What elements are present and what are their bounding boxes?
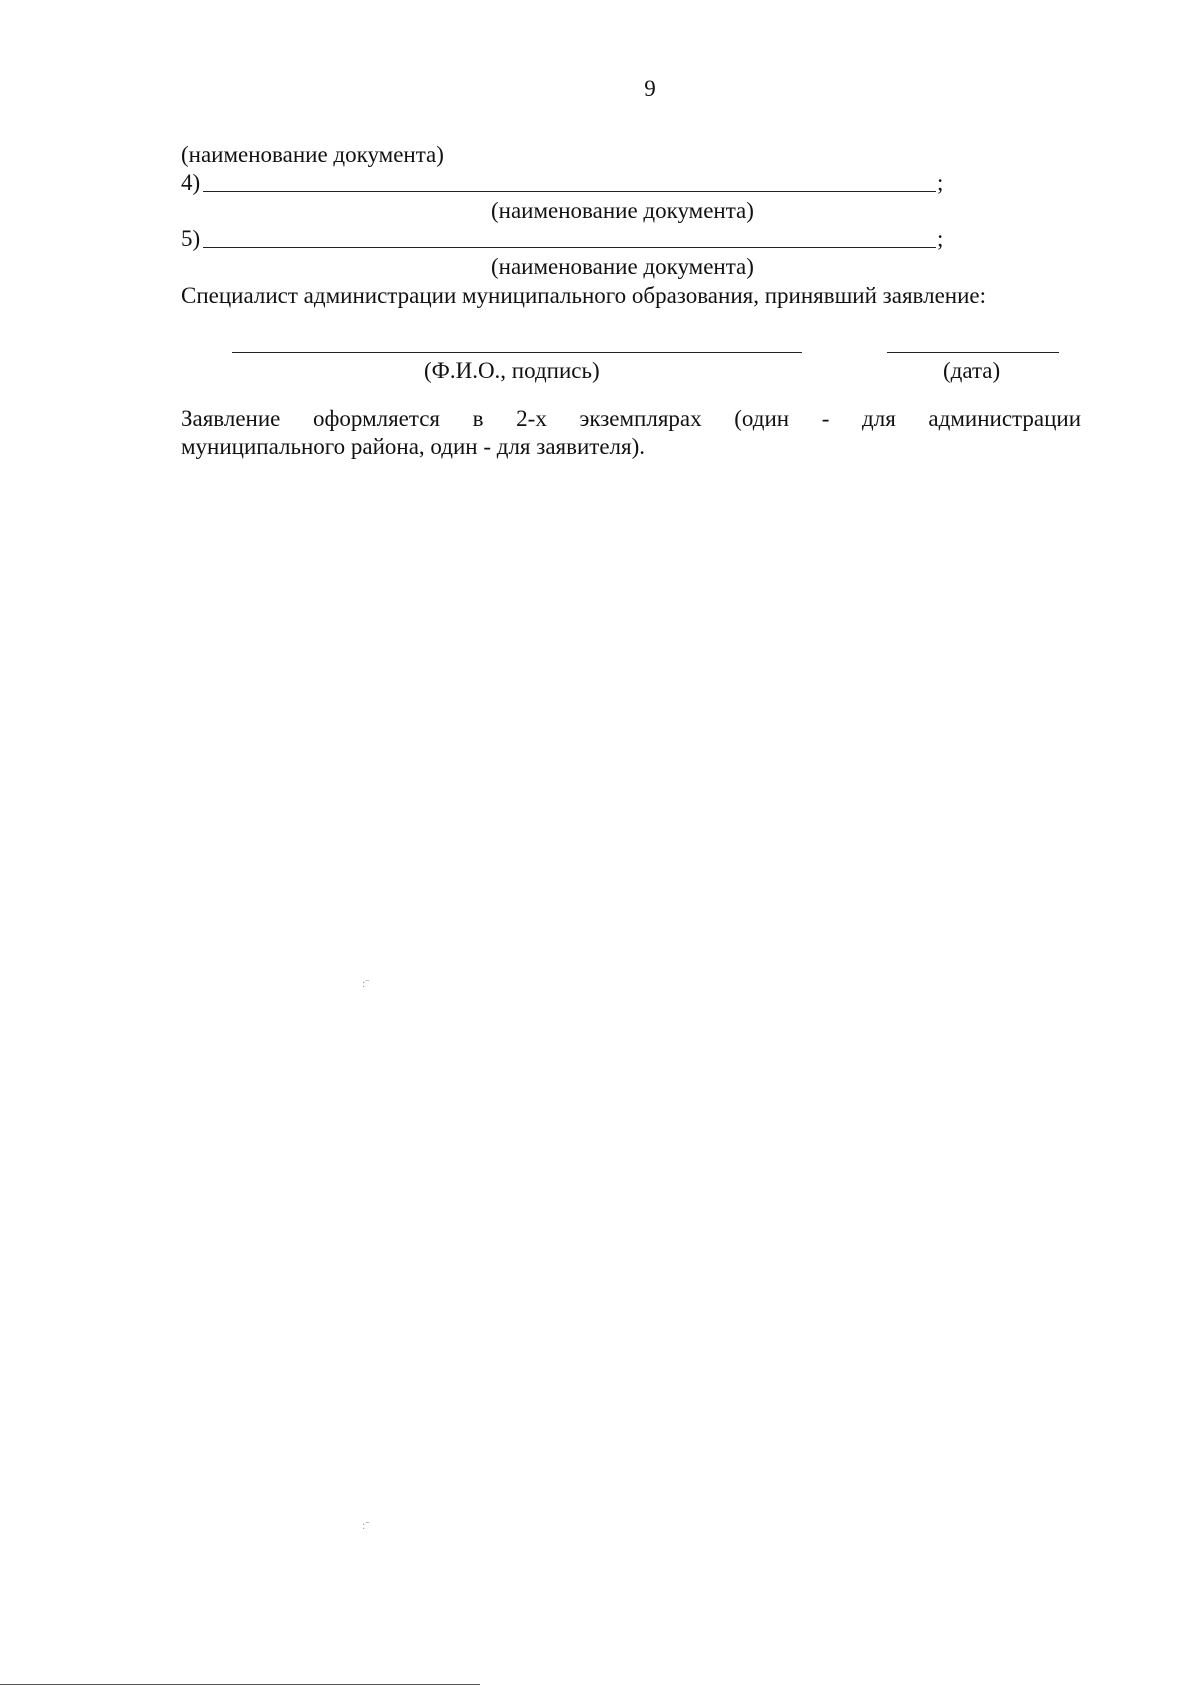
page-number: 9 — [644, 76, 656, 101]
item-4-caption: (наименование документа) — [491, 198, 754, 223]
scan-edge-line — [0, 1684, 480, 1685]
item-4-fill-line[interactable] — [203, 191, 936, 192]
scan-speck: :ˉ — [362, 976, 370, 990]
name-signature-caption: (Ф.И.О., подпись) — [424, 358, 600, 383]
item-4-terminator: ; — [937, 170, 944, 195]
item-4-label: 4) — [181, 170, 201, 195]
signature-name-line[interactable] — [232, 352, 802, 353]
signature-date-line[interactable] — [887, 352, 1059, 353]
item-5-caption: (наименование документа) — [491, 254, 754, 279]
note-line-1: Заявление оформляется в 2-х экземплярах (один - для администрации — [181, 406, 1081, 431]
specialist-line: Специалист администрации муниципального образования, принявший заявление: — [181, 283, 986, 308]
document-name-caption: (наименование документа) — [181, 142, 444, 167]
item-5-label: 5) — [181, 226, 201, 251]
date-caption: (дата) — [943, 358, 1001, 383]
note-line-2: муниципального района, один - для заявителя). — [181, 434, 646, 459]
scan-speck: :ˉ — [362, 1518, 370, 1532]
item-5-terminator: ; — [937, 226, 944, 251]
item-5-fill-line[interactable] — [203, 247, 936, 248]
